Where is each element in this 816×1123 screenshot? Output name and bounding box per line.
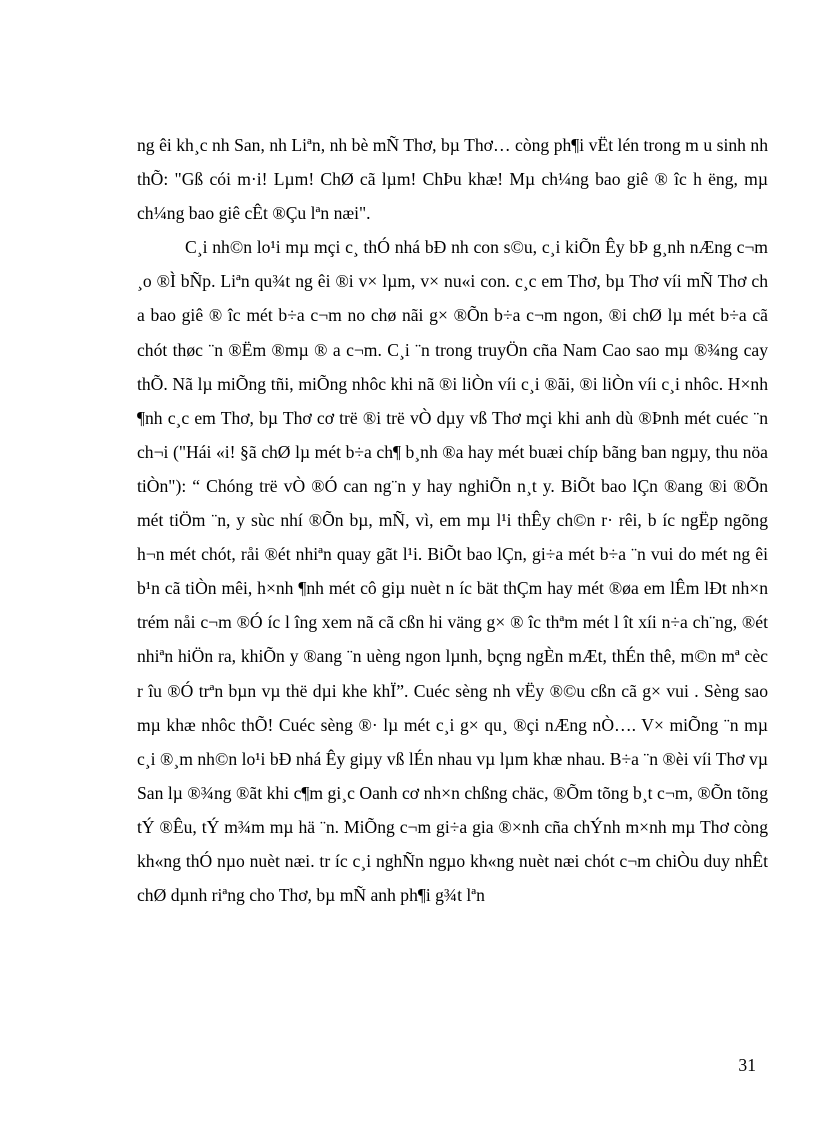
paragraph-1: ng êi kh¸c nh San, nh Liªn, nh bè mÑ Thơ, bµ Thơ… còng ph¶i vËt lén trong m u sinh nh thÕ: "Gß cói m·i! Lµm! ChØ cã lµm! ChÞu khæ! Mµ ch¼ng bao giê ® îc h ëng, mµ ch¼ng bao giê cÊt ®Çu lªn næi". (137, 135, 768, 224)
paragraph-2: C¸i nh©n lo¹i mµ mçi c¸ thÓ nhá bÐ nh con s©u, c¸i kiÕn Êy bÞ g¸nh nÆng c¬m ¸o ®Ì bÑp. Liªn qu¾t ng êi ®i v× lµm, v× nu«i con. c¸c em Thơ, bµ Thơ víi mÑ Thơ ch a bao giê ® îc mét b÷a c¬m no chø nãi g× ®Õn b÷a c¬m ngon, ®i chØ lµ mét b÷a cã chót thøc ¨n ®Ëm ®mµ ® a c¬m. C¸i ¨n trong truyÖn cña Nam Cao sao mµ ®¾ng cay thÕ. Nã lµ miÕng tñi, miÕng nhôc khi nã ®i liÒn víi c¸i ®ãi, ®i liÒn víi c¸i nhôc. H×nh ¶nh c¸c em Thơ, bµ Thơ cơ trë ®i trë vÒ dµy vß Thơ mçi khi anh dù ®Þnh mét cuéc ¨n ch¬i ("Hái «i! §ã chØ lµ mét b÷a ch¶ b¸nh ®a hay mét buæi chíp bãng ban ngµy, thu nöa tiÒn"): “ Chóng trë vÒ ®Ó can ng¨n y hay nghiÕn n¸t y. BiÕt bao lÇn ®ang ®i ®Õn mét tiÖm ¨n, y sùc nhí ®Õn bµ, mÑ, vì, em mµ l¹i thÊy ch©n r· rêi, b íc ngËp ngõng h¬n mét chót, råi ®ét nhiªn quay gãt l¹i. BiÕt bao lÇn, gi÷a mét b÷a ¨n vui do mét ng êi b¹n cã tiÒn mêi, h×nh ¶nh mét cô giµ nuèt n íc bät thÇm hay mét ®øa em lÊm lÐt nh×n trém nåi c¬m ®Ó íc l îng xem nã cã cßn hi väng g× ® îc thªm mét l ît xíi n÷a ch¨ng, ®ét nhiªn hiÖn ra, khiÕn y ®ang ¨n uèng ngon lµnh, bçng ngÈn mÆt, thÉn thê, m©n mª cèc r îu ®Ó trªn bµn vµ thë dµi khe khÏ”. Cuéc sèng nh vËy ®©u cßn cã g× vui . Sèng sao mµ khæ nhôc thÕ! Cuéc sèng ®· lµ mét c¸i g× qu¸ ®çi nÆng nÒ…. V× miÕng ¨n mµ c¸i ®¸m nh©n lo¹i bÐ nhá Êy giµy vß lÉn nhau vµ lµm khæ nhau. B÷a ¨n ®èi víi Thơ vµ San lµ ®¾ng ®ãt khi c¶m gi¸c Oanh cơ nh×n chßng chäc, ®Õm tõng b¸t c¬m, ®Õn tõng tÝ ®Êu, tÝ m¾m mµ hä ¨n. MiÕng c¬m gi÷a gia ®×nh cña chÝnh m×nh mµ Thơ còng kh«ng thÓ nµo nuèt næi. tr íc c¸i nghÑn ngµo kh«ng nuèt næi chót c¬m chiÒu duy nhÊt chØ dµnh riªng cho Thơ, bµ mÑ anh ph¶i g¾t lªn (137, 237, 768, 906)
page-number: 31 (738, 1055, 756, 1075)
body-text (137, 128, 768, 912)
